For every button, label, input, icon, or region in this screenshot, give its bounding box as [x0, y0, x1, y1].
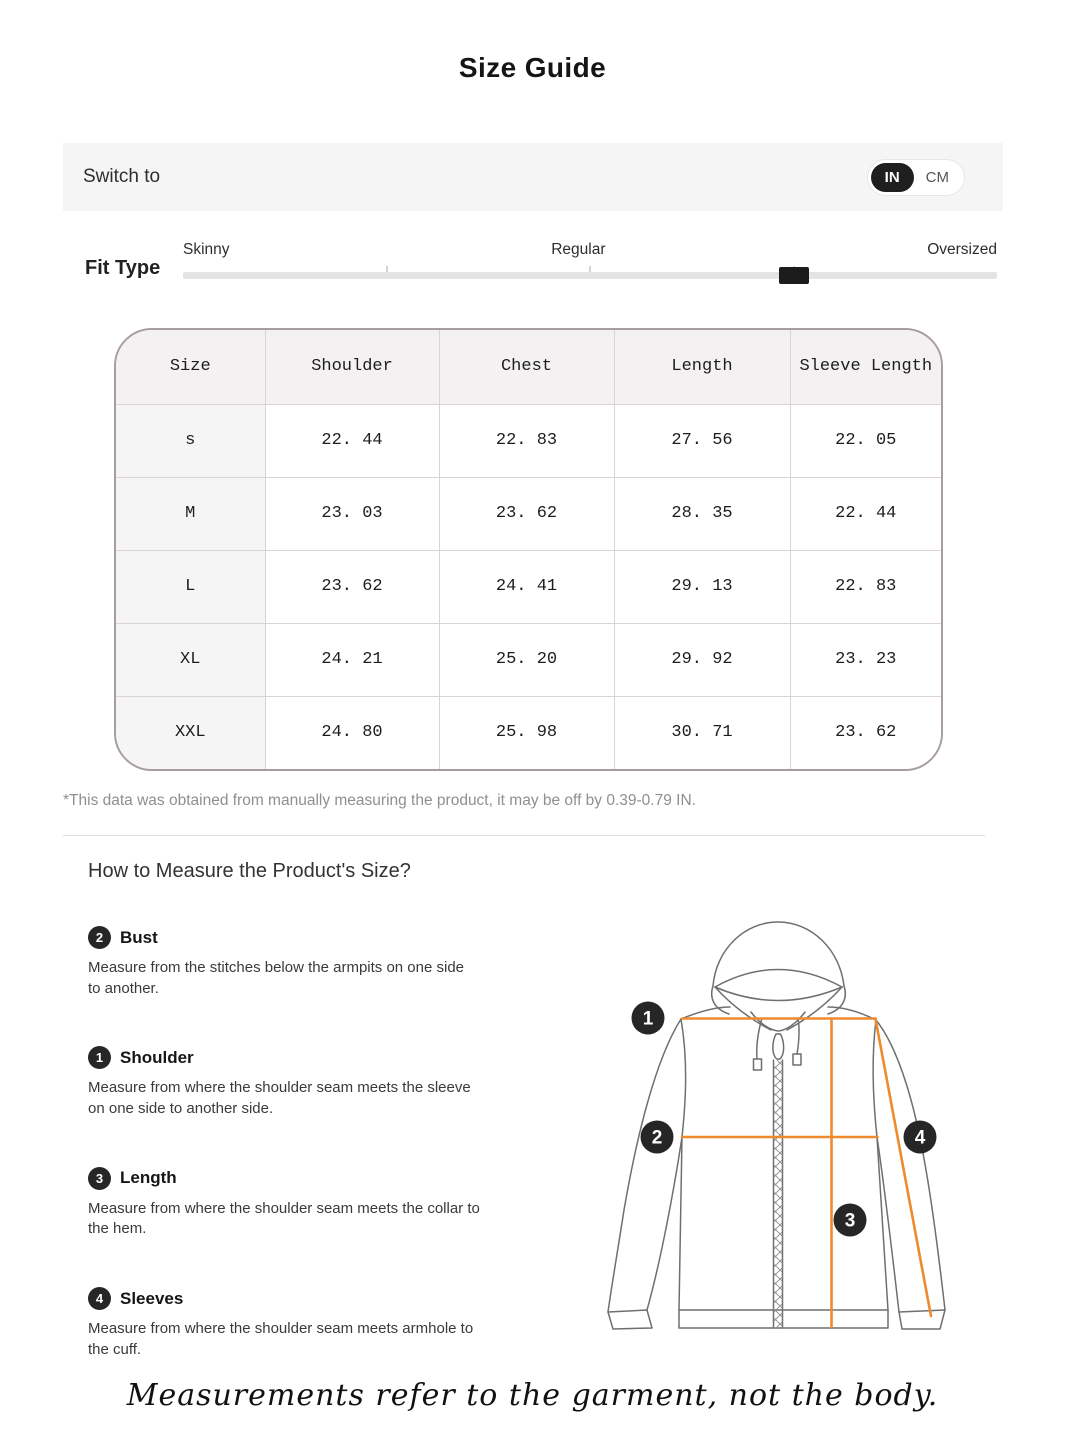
size-cell: XXL — [116, 696, 265, 769]
value-cell: 22. 83 — [790, 550, 941, 623]
measure-label: Bust — [120, 927, 158, 947]
value-cell: 25. 98 — [439, 696, 614, 769]
measure-label: Length — [120, 1168, 177, 1188]
switch-to-label: Switch to — [83, 166, 161, 187]
column-header-length: Length — [614, 330, 790, 404]
measure-label: Sleeves — [120, 1288, 184, 1308]
value-cell: 23. 62 — [439, 477, 614, 550]
table-row — [116, 696, 941, 769]
unit-option-in[interactable]: IN — [871, 163, 914, 192]
fit-type-options — [183, 241, 997, 259]
column-header-shoulder: Shoulder — [265, 330, 439, 404]
size-table-header-row — [116, 330, 941, 404]
value-cell: 27. 56 — [614, 404, 790, 477]
hoodie-measurement-diagram — [600, 910, 1040, 1340]
size-cell: s — [116, 404, 265, 477]
size-table-wrap — [114, 328, 943, 771]
number-badge: 3 — [88, 1167, 111, 1190]
column-header-chest: Chest — [439, 330, 614, 404]
section-divider — [63, 835, 985, 836]
measure-label: Shoulder — [120, 1047, 194, 1067]
measure-description: Measure from where the shoulder seam meets the collar to the hem. — [88, 1199, 480, 1238]
value-cell: 30. 71 — [614, 696, 790, 769]
fit-type-tick-50 — [589, 266, 591, 272]
list-item-shoulder — [88, 1046, 480, 1119]
measure-description: Measure from where the shoulder seam meets armhole to the cuff. — [88, 1320, 474, 1358]
measurement-lines — [682, 1019, 931, 1328]
page-title: Size Guide — [458, 52, 607, 83]
diagram-markers — [632, 1002, 937, 1237]
unit-switch-bar — [63, 143, 1003, 211]
size-cell: L — [116, 550, 265, 623]
list-item-sleeves — [88, 1287, 480, 1360]
measure-instructions — [88, 926, 480, 1408]
how-to-measure-heading: How to Measure the Product's Size? — [88, 860, 411, 882]
value-cell: 24. 21 — [265, 623, 439, 696]
value-cell: 29. 92 — [614, 623, 790, 696]
value-cell: 22. 05 — [790, 404, 941, 477]
value-cell: 23. 62 — [790, 696, 941, 769]
size-cell: XL — [116, 623, 265, 696]
zipper-teeth — [774, 1060, 783, 1328]
size-table — [116, 330, 941, 769]
value-cell: 24. 80 — [265, 696, 439, 769]
fit-type-handle[interactable] — [779, 267, 809, 284]
value-cell: 22. 44 — [265, 404, 439, 477]
value-cell: 24. 41 — [439, 550, 614, 623]
column-header-size: Size — [116, 330, 265, 404]
marker-number-4: 4 — [914, 1127, 926, 1149]
table-row — [116, 477, 941, 550]
marker-number-1: 1 — [642, 1008, 654, 1030]
value-cell: 28. 35 — [614, 477, 790, 550]
measure-description: Measure from the stitches below the armpits on one side to another. — [88, 959, 465, 997]
unit-option-cm[interactable]: CM — [925, 168, 949, 186]
sleeve-measure-line — [876, 1019, 932, 1316]
fit-type-label: Fit Type — [85, 257, 161, 279]
size-cell: M — [116, 477, 265, 550]
table-row — [116, 550, 941, 623]
marker-number-3: 3 — [844, 1210, 856, 1232]
value-cell: 29. 13 — [614, 550, 790, 623]
measurement-disclaimer: *This data was obtained from manually measuring the product, it may be off by 0.39-0.79 IN. — [63, 792, 696, 809]
number-badge: 2 — [88, 926, 111, 949]
fit-type-track[interactable] — [183, 272, 997, 279]
table-row — [116, 623, 941, 696]
measure-description: Measure from where the shoulder seam meets the sleeve on one side to another side. — [88, 1079, 471, 1118]
number-badge: 4 — [88, 1287, 111, 1310]
number-badge: 1 — [88, 1046, 111, 1069]
value-cell: 23. 03 — [265, 477, 439, 550]
fit-option-regular: Regular — [551, 241, 606, 258]
value-cell: 22. 83 — [439, 404, 614, 477]
fit-option-skinny: Skinny — [183, 241, 230, 258]
garment-note: Measurements refer to the garment, not the body. — [126, 1378, 939, 1413]
marker-number-2: 2 — [651, 1127, 663, 1149]
value-cell: 22. 44 — [790, 477, 941, 550]
fit-option-oversized: Oversized — [927, 241, 997, 258]
value-cell: 23. 23 — [790, 623, 941, 696]
list-item-length — [88, 1167, 480, 1240]
column-header-sleeve-length: Sleeve Length — [790, 330, 941, 404]
fit-type-slider — [183, 241, 997, 279]
value-cell: 23. 62 — [265, 550, 439, 623]
fit-type-tick-25 — [386, 266, 388, 272]
table-row — [116, 404, 941, 477]
list-item-bust — [88, 926, 480, 999]
unit-toggle[interactable] — [867, 159, 965, 196]
value-cell: 25. 20 — [439, 623, 614, 696]
